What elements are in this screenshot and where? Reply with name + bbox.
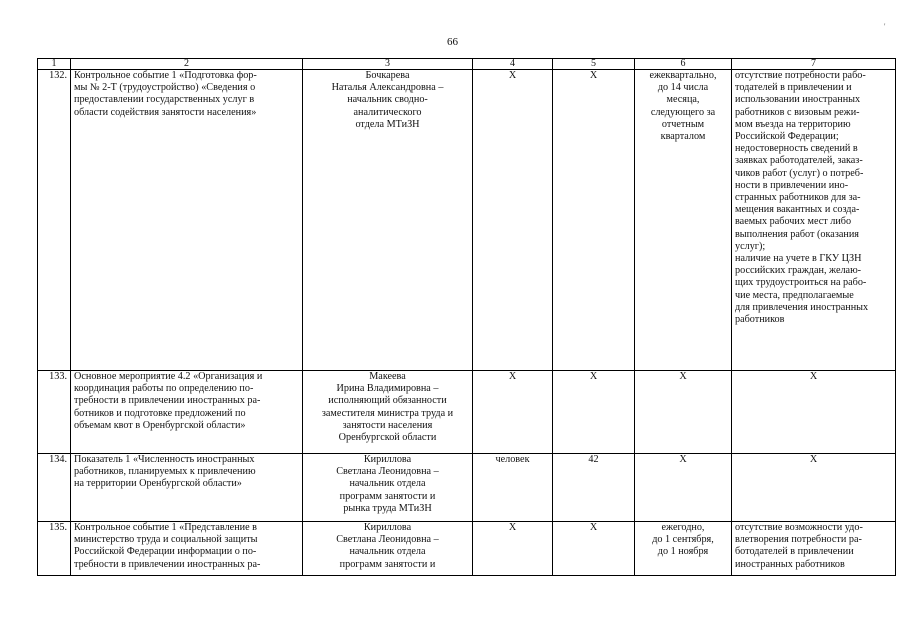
row-number: 134. [38, 454, 71, 522]
table-row [38, 371, 896, 454]
header-row [38, 59, 896, 70]
row-unit: человек [473, 454, 553, 522]
header-col-3: 3 [303, 59, 473, 70]
header-col-7: 7 [732, 59, 896, 70]
row-deadline: ежегодно, до 1 сентября, до 1 ноября [635, 522, 732, 576]
row-number: 135. [38, 522, 71, 576]
row-number: 132. [38, 70, 71, 371]
row-risks: Х [732, 371, 896, 454]
row-value: Х [553, 522, 635, 576]
row-unit: Х [473, 371, 553, 454]
row-unit: Х [473, 70, 553, 371]
report-table [37, 58, 896, 576]
row-unit: Х [473, 522, 553, 576]
row-value: Х [553, 70, 635, 371]
table-row [38, 454, 896, 522]
row-value: Х [553, 371, 635, 454]
row-name: Контрольное событие 1 «Подготовка фор- мы № 2-Т (трудоустройство) «Сведения о предоставлении государственных услуг в области содействия занятости населения» [71, 70, 303, 371]
header-col-4: 4 [473, 59, 553, 70]
row-number: 133. [38, 371, 71, 454]
row-deadline: Х [635, 371, 732, 454]
header-col-5: 5 [553, 59, 635, 70]
row-name: Контрольное событие 1 «Представление в министерство труда и социальной защиты Российской Федерации информации о по- требности в привлечении иностранных ра- [71, 522, 303, 576]
row-name: Основное мероприятие 4.2 «Организация и координация работы по определению по- требности в привлечении иностранных ра- ботников и подготовке предложений по объемам квот в Оренбургской области» [71, 371, 303, 454]
table-row [38, 70, 896, 371]
row-deadline: Х [635, 454, 732, 522]
page-number: 66 [447, 36, 458, 48]
corner-mark: ' [884, 22, 886, 31]
row-responsible: Бочкарева Наталья Александровна – начальник сводно- аналитического отдела МТиЗН [303, 70, 473, 371]
row-name: Показатель 1 «Численность иностранных работников, планируемых к привлечению на территории Оренбургской области» [71, 454, 303, 522]
row-deadline: ежеквартально, до 14 числа месяца, следующего за отчетным кварталом [635, 70, 732, 371]
row-value: 42 [553, 454, 635, 522]
row-risks: Х [732, 454, 896, 522]
header-col-2: 2 [71, 59, 303, 70]
row-risks: отсутствие возможности удо- влетворения потребности ра- ботодателей в привлечении иностранных работников [732, 522, 896, 576]
row-risks: отсутствие потребности рабо- тодателей в привлечении и использовании иностранных работников с визовым режи- мом въезда на территорию Российской Федерации; недостоверность сведений в заявках работодателей, заказ- чиков работ (услуг) о потреб- ности в привлечении ино- странных работников для за- мещения вакантных и созда- ваемых рабочих мест либо выполнения работ (оказания услуг); наличие на учете в ГКУ ЦЗН российских граждан, желаю- щих трудоустроиться на рабо- чие места, предполагаемые для привлечения иностранных работников [732, 70, 896, 371]
header-col-6: 6 [635, 59, 732, 70]
row-responsible: Кириллова Светлана Леонидовна – начальник отдела программ занятости и рынка труда МТиЗН [303, 454, 473, 522]
table-row [38, 522, 896, 576]
header-col-1: 1 [38, 59, 71, 70]
row-responsible: Кириллова Светлана Леонидовна – начальник отдела программ занятости и [303, 522, 473, 576]
row-responsible: Макеева Ирина Владимировна – исполняющий обязанности заместителя министра труда и занятости населения Оренбургской области [303, 371, 473, 454]
